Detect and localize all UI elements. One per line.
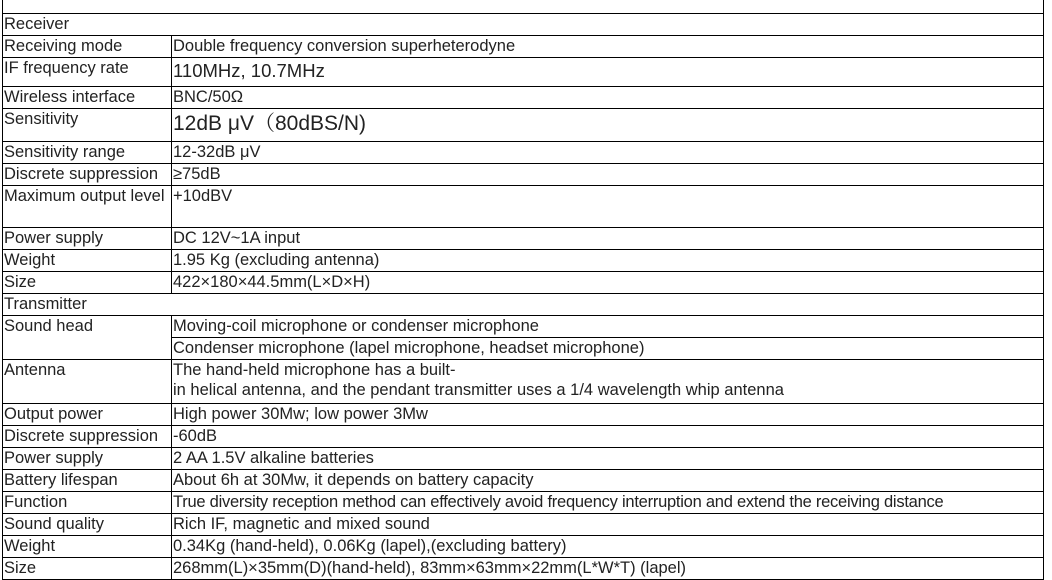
spec-value: 422×180×44.5mm(L×D×H) — [172, 272, 1044, 294]
antenna-line-2: in helical antenna, and the pendant transmitter uses a 1/4 wavelength whip antenna — [173, 381, 784, 399]
table-row — [3, 448, 1044, 470]
antenna-line-1: The hand-held microphone has a built- — [173, 361, 456, 379]
spec-value: Double frequency conversion superheterodyne — [172, 36, 1044, 58]
table-row — [3, 142, 1044, 164]
spec-value: DC 12V~1A input — [172, 228, 1044, 250]
spec-key: Sensitivity range — [3, 142, 172, 164]
spec-table — [2, 0, 1044, 580]
table-row — [3, 250, 1044, 272]
table-row — [3, 109, 1044, 142]
spec-value: 2 AA 1.5V alkaline batteries — [172, 448, 1044, 470]
spec-value: 1.95 Kg (excluding antenna) — [172, 250, 1044, 272]
spec-value — [172, 109, 1044, 142]
section-row-transmitter — [3, 294, 1044, 316]
spec-key: Power supply — [3, 228, 172, 250]
spec-value: BNC/50Ω — [172, 87, 1044, 109]
spec-value: Rich IF, magnetic and mixed sound — [172, 514, 1044, 536]
spec-key: Sensitivity — [3, 109, 172, 142]
table-row — [3, 316, 1044, 338]
spec-key: Size — [3, 272, 172, 294]
if-frequency-value: 110MHz, 10.7MHz — [173, 60, 325, 81]
table-row — [3, 558, 1044, 580]
spec-value: +10dBV — [172, 186, 1044, 228]
table-row — [3, 228, 1044, 250]
spec-key: Sound head — [3, 316, 172, 360]
spec-key: Power supply — [3, 448, 172, 470]
spec-value: 12-32dB μV — [172, 142, 1044, 164]
table-row — [3, 360, 1044, 404]
spec-key: Weight — [3, 250, 172, 272]
spec-key: Maximum output level — [3, 186, 172, 228]
spec-value: High power 30Mw; low power 3Mw — [172, 404, 1044, 426]
table-row — [3, 514, 1044, 536]
table-row — [3, 58, 1044, 87]
spec-key: Wireless interface — [3, 87, 172, 109]
table-row — [3, 404, 1044, 426]
spec-key: Function — [3, 492, 172, 514]
section-title-transmitter: Transmitter — [3, 294, 1044, 316]
table-row — [3, 426, 1044, 448]
table-row — [3, 186, 1044, 228]
spec-value: -60dB — [172, 426, 1044, 448]
spec-key: Weight — [3, 536, 172, 558]
sensitivity-value: 12dB μV（80dBS/N) — [173, 112, 367, 135]
spec-value: 268mm(L)×35mm(D)(hand-held), 83mm×63mm×22mm(L*W*T) (lapel) — [172, 558, 1044, 580]
spec-key: IF frequency rate — [3, 58, 172, 87]
spec-value — [172, 58, 1044, 87]
spec-key: Receiving mode — [3, 36, 172, 58]
spec-key: Output power — [3, 404, 172, 426]
spec-key: Battery lifespan — [3, 470, 172, 492]
table-row — [3, 492, 1044, 514]
section-row-receiver — [3, 14, 1044, 36]
spec-value — [172, 360, 1044, 404]
spec-value: Moving-coil microphone or condenser microphone — [172, 316, 1044, 338]
spec-key: Sound quality — [3, 514, 172, 536]
table-row — [3, 0, 1044, 14]
spec-value: 0.34Kg (hand-held), 0.06Kg (lapel),(excluding battery) — [172, 536, 1044, 558]
spec-key: Discrete suppression — [3, 426, 172, 448]
table-row — [3, 164, 1044, 186]
spec-key: Discrete suppression — [3, 164, 172, 186]
clipped-top-cell — [3, 0, 1044, 14]
spec-value: True diversity reception method can effectively avoid frequency interruption and extend the receiving distance — [172, 492, 1044, 514]
table-row — [3, 87, 1044, 109]
spec-key: Antenna — [3, 360, 172, 404]
table-row — [3, 36, 1044, 58]
spec-value: ≥75dB — [172, 164, 1044, 186]
table-row — [3, 536, 1044, 558]
table-row — [3, 272, 1044, 294]
spec-value: About 6h at 30Mw, it depends on battery capacity — [172, 470, 1044, 492]
spec-value: Condenser microphone (lapel microphone, headset microphone) — [172, 338, 1044, 360]
section-title-receiver: Receiver — [3, 14, 1044, 36]
table-row — [3, 470, 1044, 492]
spec-key: Size — [3, 558, 172, 580]
